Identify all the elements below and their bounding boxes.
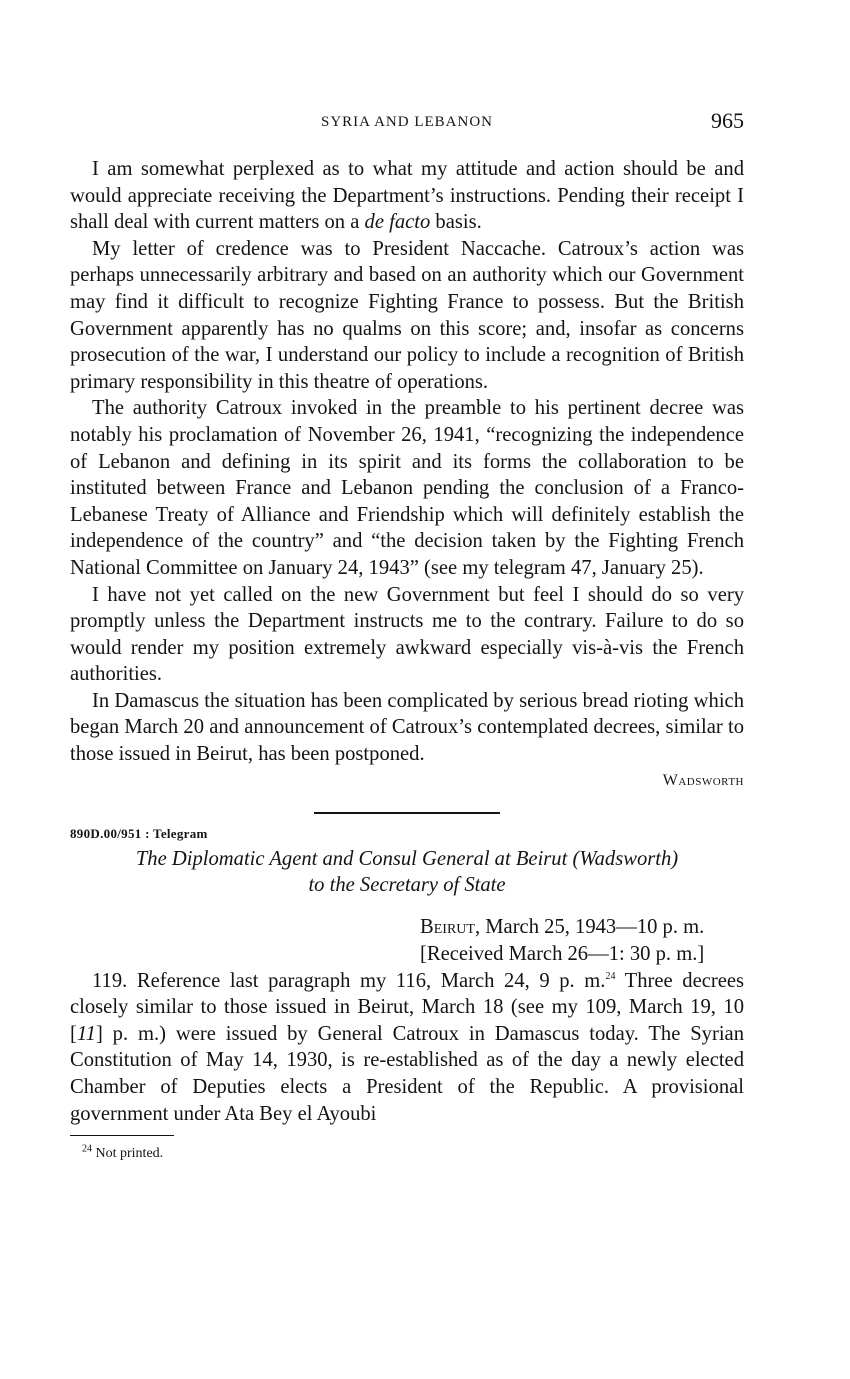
telegram-body [70,968,744,1128]
footnote-reference: 24 [605,970,616,982]
paragraph-5: In Damascus the situation has been complicated by serious bread rioting which began March 20 and announcement of Catroux’s contemplated decrees, similar to those issued in Beirut, has been postponed. [70,689,744,766]
paragraph-3: The authority Catroux invoked in the preamble to his pertinent decree was notably his proclamation of November 26, 1941, “recognizing the independence of Lebanon and defining in its spirit and its forms the collaboration to be instituted between France and Lebanon pending the conclusion of a Franco-Lebanese Treaty of Alliance and Friendship which will definitely establish the independence of the country” and “the decision taken by the Fighting French National Committee on January 24, 1943” (see my telegram 47, January 25). [70,397,744,579]
telegram-body-text-a: 119. Reference last paragraph my 116, March 24, 9 p. m. [92,969,606,992]
telegram-body-italic: 11 [76,1022,96,1045]
telegram-body-text-b: Three decrees closely similar to those issued in Beirut, March 18 (see my 109, March 19, 10 [ [70,969,745,1045]
paragraph-1-text-b: basis. [430,211,482,234]
paragraph-1-text-a: I am somewhat perplexed as to what my attitude and action should be and would appreciate receiving the Department’s instructions. Pending their receipt I shall deal with current matters on a [70,158,744,234]
page-number: 965 [711,108,744,133]
document-heading-line-2: to the Secretary of State [308,873,506,896]
paragraph-4: I have not yet called on the new Government but feel I should do so very promptly unless the Department instructs me to the contrary. Failure to do so would render my position extremely awkward especially vis-à-vis the French authorities. [70,583,744,686]
paragraph-1 [70,156,744,236]
signature: Wadsworth [662,771,744,789]
dateline-sent [420,914,744,941]
dateline-received: [Received March 26—1: 30 p. m.] [420,942,705,965]
section-divider [314,812,500,814]
dateline-date: , March 25, 1943—10 p. m. [474,915,705,938]
footnote [82,1143,744,1162]
dateline [420,914,744,968]
telegram-body-text-c: ] p. m.) were issued by General Catroux in Damascus today. The Syrian Constitution of May 14, 1930, is re-established as of the day a newly elected Chamber of Deputies elects a President of the Republic. A provisional government under Ata Bey el Ayoubi [70,1022,744,1125]
document-page [70,108,744,1162]
file-reference: 890D.00/951 : Telegram [70,825,208,841]
paragraph-1-italic: de facto [364,211,431,234]
running-title: SYRIA AND LEBANON [320,114,493,130]
running-head [70,108,744,138]
footnote-rule [70,1135,174,1136]
dateline-place: Beirut [420,915,475,938]
document-heading-line-1: The Diplomatic Agent and Consul General at Beirut (Wadsworth) [135,847,679,870]
footnote-text: Not printed. [92,1146,164,1162]
document-heading [70,846,744,898]
footnote-mark: 24 [82,1143,92,1155]
paragraph-2: My letter of credence was to President Naccache. Catroux’s action was perhaps unnecessarily arbitrary and based on an authority which our Government may find it difficult to recognize Fighting France to possess. But the British Government apparently has no qualms on this score; and, insofar as concerns prosecution of the war, I understand our policy to include a recognition of British primary responsibility in this theatre of operations. [70,237,744,393]
